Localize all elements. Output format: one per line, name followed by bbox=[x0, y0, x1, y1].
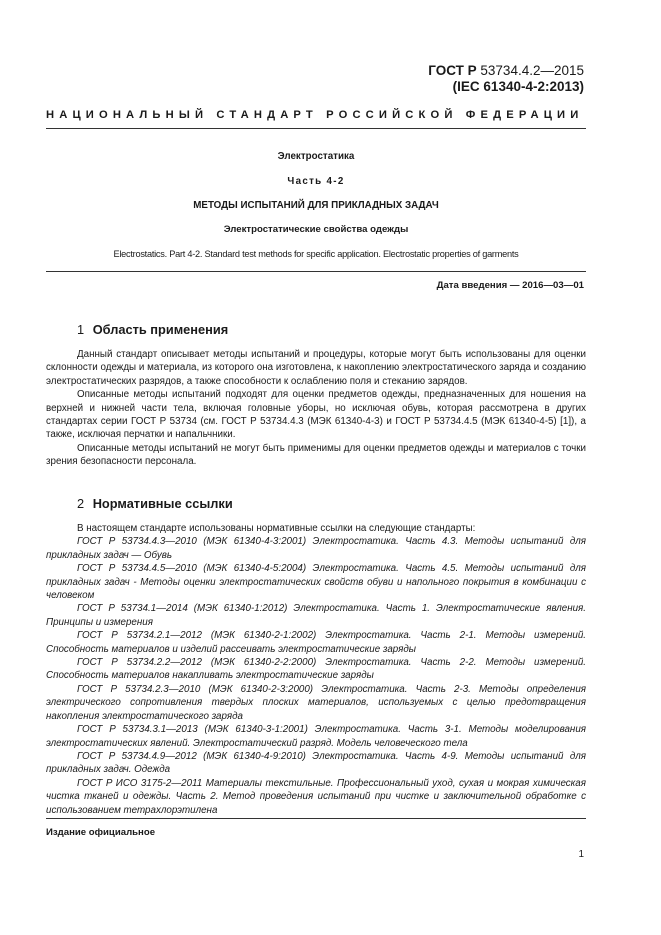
footer-divider bbox=[46, 818, 586, 819]
gost-number: 53734.4.2—2015 bbox=[476, 63, 584, 78]
national-standard-title: НАЦИОНАЛЬНЫЙ СТАНДАРТ РОССИЙСКОЙ ФЕДЕРАЦИИ bbox=[46, 109, 584, 121]
reference-item: ГОСТ Р 53734.2.2—2012 (МЭК 61340-2-2:2000) Электростатика. Часть 2-2. Методы измерений. Способность материалов накапливать электростатические заряды bbox=[46, 657, 586, 682]
english-title: Electrostatics. Part 4-2. Standard test methods for specific application. Electrostatic properties of garments bbox=[113, 249, 519, 259]
title-divider bbox=[46, 271, 586, 272]
reference-item: ГОСТ Р 53734.2.3—2010 (МЭК 61340-2-3:2000) Электростатика. Часть 2-3. Методы определения электрического сопротивления твердых плоских материалов, используемых с целью предотвращения накопления электростатического заряда bbox=[46, 683, 586, 722]
iec-number: (IEC 61340-4-2:2013) bbox=[452, 79, 584, 94]
section-1-number: 1 bbox=[77, 322, 85, 337]
gost-number-line bbox=[428, 63, 584, 79]
methods-title: МЕТОДЫ ИСПЫТАНИЙ ДЛЯ ПРИКЛАДНЫХ ЗАДАЧ bbox=[193, 200, 439, 211]
paragraph: Описанные методы испытаний не могут быть применимы для оценки предметов одежды и материалов с точки зрения безопасности персонала. bbox=[46, 442, 586, 468]
edition-label: Издание официальное bbox=[46, 827, 156, 838]
gost-designation bbox=[428, 63, 584, 95]
section-2-number: 2 bbox=[77, 496, 85, 511]
reference-item: ГОСТ Р 53734.4.5—2010 (МЭК 61340-4-5:2004) Электростатика. Часть 4.5. Методы испытаний для прикладных задач - Методы оценки электростатических свойств обуви и напольного покрытия в комбинации с человеком bbox=[46, 563, 586, 602]
section-1-title: Область применения bbox=[92, 322, 229, 337]
part-title: Часть 4-2 bbox=[287, 176, 345, 187]
reference-item: ГОСТ Р 53734.2.1—2012 (МЭК 61340-2-1:2002) Электростатика. Часть 2-1. Методы измерений. Способность материалов и изделий рассеивать электростатические заряды bbox=[46, 630, 586, 655]
paragraph: Данный стандарт описывает методы испытаний и процедуры, которые могут быть использованы для оценки склонности одежды и материала, из которого она изготовлена, к накоплению электростатического заряда и созданию электростатических разрядов, а также способности к ослаблению поля и стеканию зарядов. bbox=[46, 349, 586, 387]
reference-item: ГОСТ Р 53734.4.9—2012 (МЭК 61340-4-9:2010) Электростатика. Часть 4-9. Методы испытаний для прикладных задач. Одежда bbox=[46, 750, 586, 776]
section-2-heading bbox=[77, 496, 233, 511]
reference-item: ГОСТ Р 53734.4.3—2010 (МЭК 61340-4-3:2001) Электростатика. Часть 4.3. Методы испытаний для прикладных задач — Обувь bbox=[46, 536, 586, 561]
gost-prefix: ГОСТ Р bbox=[428, 63, 477, 78]
section-1-body bbox=[46, 348, 586, 469]
header-divider bbox=[46, 128, 586, 129]
references-intro: В настоящем стандарте использованы нормативные ссылки на следующие стандарты: bbox=[77, 523, 476, 534]
paragraph: Описанные методы испытаний подходят для оценки предметов одежды, предназначенных для ношения на верхней и нижней части тела, включая головные уборы, но исключая обувь, которая рассмотрена в других стандартах серии ГОСТ Р 53734 (см. ГОСТ Р 53734.4.3 (МЭК 61340-4-3) и ГОСТ Р 53734.4.5 (МЭК 61340-4-5) [1]), а также, исключая перчатки и напальчники. bbox=[46, 389, 586, 441]
subtitle: Электростатические свойства одежды bbox=[223, 224, 409, 235]
intro-date: Дата введения — 2016—03—01 bbox=[436, 280, 584, 291]
section-1-heading bbox=[77, 322, 228, 337]
section-2-title: Нормативные ссылки bbox=[92, 496, 233, 511]
section-2-body bbox=[46, 522, 586, 817]
page-number: 1 bbox=[578, 849, 584, 860]
standard-title: Электростатика bbox=[277, 151, 355, 162]
reference-item: ГОСТ Р 53734.3.1—2013 (МЭК 61340-3-1:2001) Электростатика. Часть 3-1. Методы моделирования электростатических явлений. Электростатический разряд. Модель человеческого тела bbox=[46, 724, 586, 749]
reference-item: ГОСТ Р ИСО 3175-2—2011 Материалы текстильные. Профессиональный уход, сухая и мокрая химическая чистка тканей и одежды. Часть 2. Метод проведения испытаний при чистке и заключительной обработке с использованием тетрахлорэтилена bbox=[46, 777, 586, 816]
reference-item: ГОСТ Р 53734.1—2014 (МЭК 61340-1:2012) Электростатика. Часть 1. Электростатические явления. Принципы и измерения bbox=[46, 603, 586, 628]
